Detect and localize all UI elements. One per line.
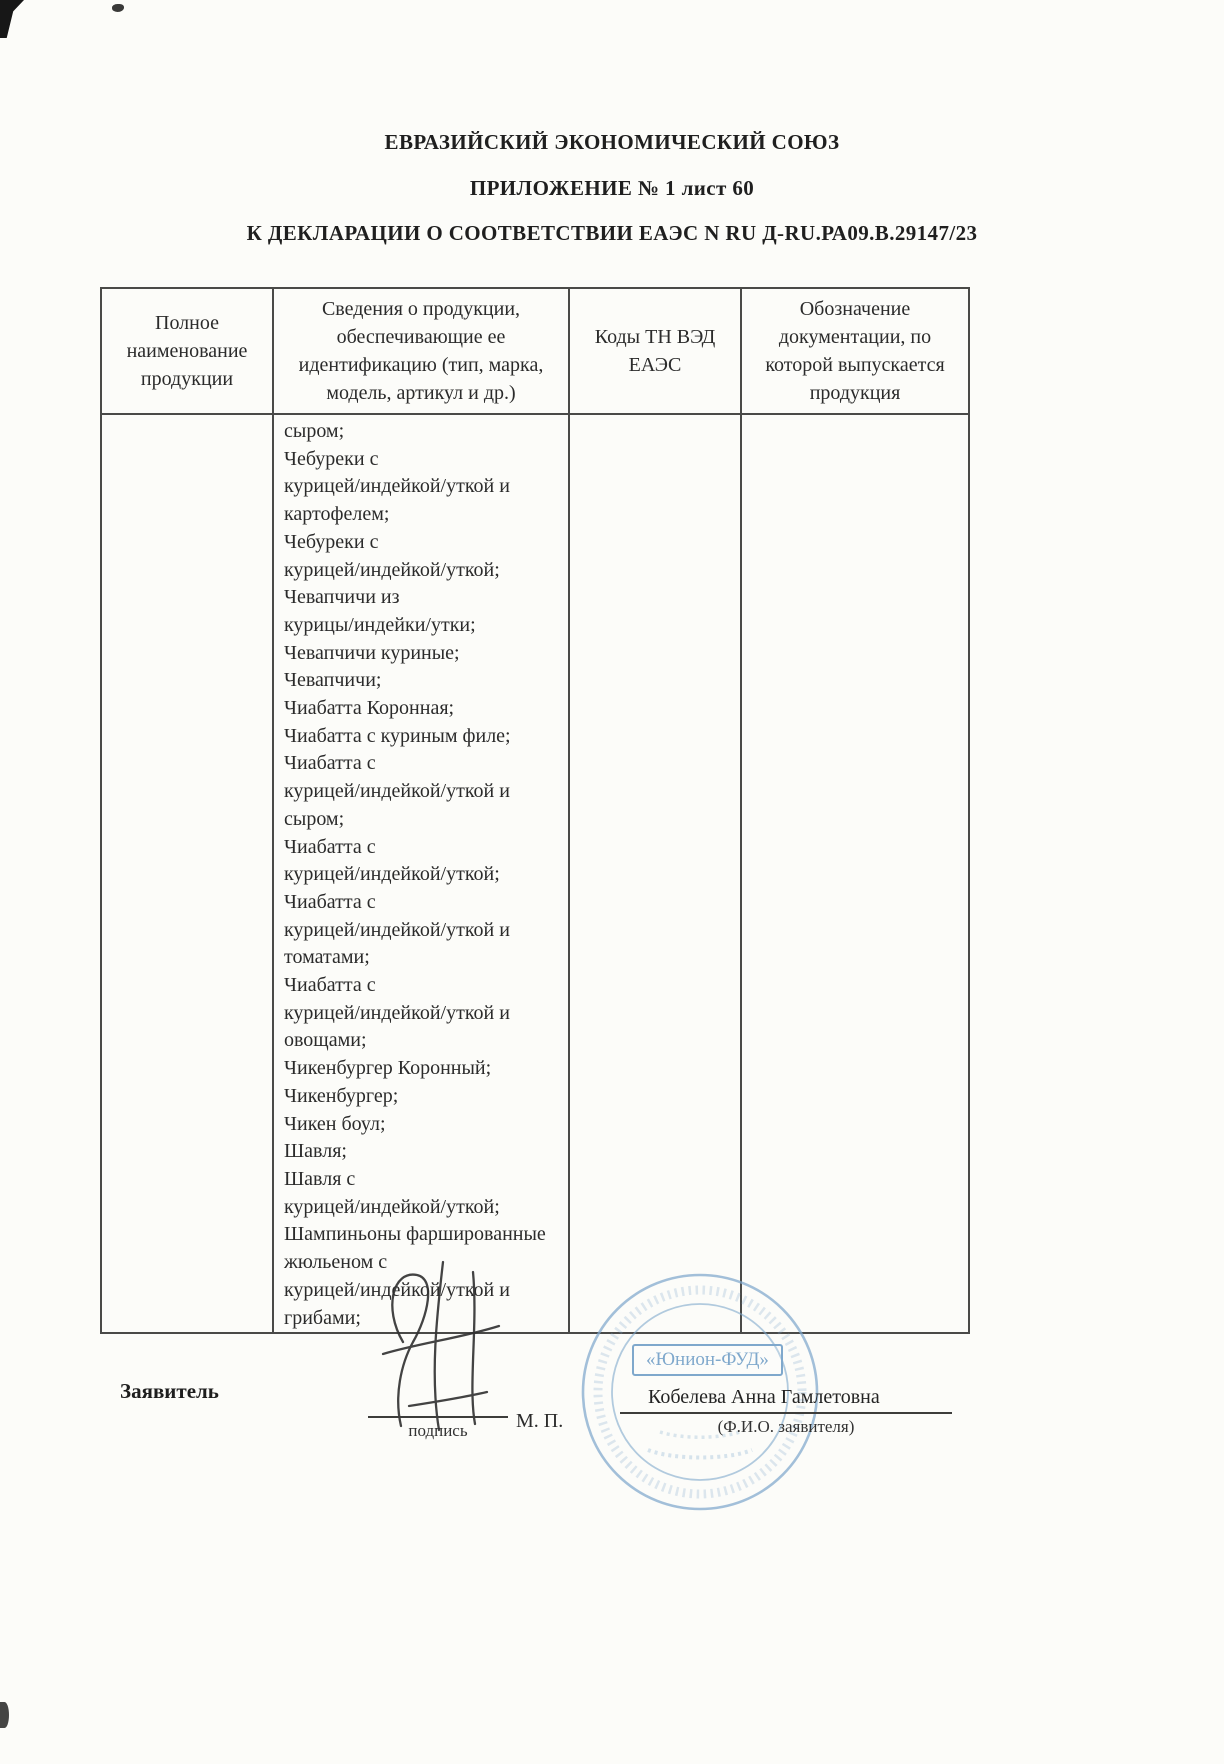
product-line: Чиабатта с — [284, 974, 376, 997]
product-line: картофелем; — [284, 503, 390, 526]
tn-ved-codes-cell — [569, 414, 741, 1333]
product-line: овощами; — [284, 1029, 367, 1052]
header-product-name: Полное наименование продукции — [101, 288, 273, 414]
product-line: сыром; — [284, 807, 345, 830]
product-name-cell — [101, 414, 273, 1333]
documentation-cell — [741, 414, 969, 1333]
product-line: Чиабатта с — [284, 890, 376, 913]
applicant-name-line — [620, 1412, 952, 1414]
product-line: курицей/индейкой/уткой и — [284, 918, 510, 941]
product-line: Шавля; — [284, 1140, 347, 1163]
product-table — [100, 287, 970, 1334]
product-line: курицей/индейкой/уткой; — [284, 558, 500, 581]
product-line: Чевапчичи; — [284, 669, 382, 692]
applicant-label: Заявитель — [120, 1379, 219, 1403]
doc-title-union: ЕВРАЗИЙСКИЙ ЭКОНОМИЧЕСКИЙ СОЮЗ — [384, 130, 840, 154]
product-line: курицей/индейкой/уткой; — [284, 863, 500, 886]
product-line: Чикен боул; — [284, 1112, 386, 1135]
product-line: курицей/индейкой/уткой и — [284, 1001, 510, 1024]
applicant-name: Кобелева Анна Гамлетовна — [648, 1386, 880, 1408]
doc-title-declaration-number: К ДЕКЛАРАЦИИ О СООТВЕТСТВИИ ЕАЭС N RU Д-RU.РА09.В.29147/23 — [246, 221, 978, 245]
header-tn-ved-codes: Коды ТН ВЭД ЕАЭС — [569, 288, 741, 414]
product-line: курицы/индейки/утки; — [284, 613, 476, 636]
product-line: курицей/индейкой/уткой и — [284, 1278, 510, 1301]
scan-artifact-corner — [0, 0, 24, 38]
header-documentation: Обозначение документации, по которой выпускается продукция — [741, 288, 969, 414]
identification-cell — [273, 414, 569, 1333]
product-line: Шавля с — [284, 1167, 356, 1190]
product-line: курицей/индейкой/уткой и — [284, 780, 510, 803]
product-line: Чебуреки с — [284, 447, 379, 470]
product-line: сыром; — [284, 420, 345, 442]
stamp-company-name: «Юнион-ФУД» — [632, 1344, 783, 1376]
seal-place-label: М. П. — [516, 1410, 564, 1432]
doc-title-appendix: ПРИЛОЖЕНИЕ № 1 лист 60 — [469, 176, 755, 200]
product-line: томатами; — [284, 946, 370, 969]
signature-line — [368, 1416, 508, 1418]
handwritten-signature — [365, 1246, 515, 1440]
scan-artifact-speck — [112, 4, 124, 12]
product-line: Чиабатта с — [284, 752, 376, 775]
scan-artifact-speck — [0, 1702, 9, 1728]
table-row — [101, 414, 969, 1333]
product-line: курицей/индейкой/уткой; — [284, 1195, 500, 1218]
product-line: Чиабатта с куриным филе; — [284, 724, 511, 747]
product-line: Чиабатта Коронная; — [284, 697, 455, 720]
product-line: Чикенбургер; — [284, 1084, 399, 1107]
product-line: Чебуреки с — [284, 530, 379, 553]
product-line: курицей/индейкой/уткой и — [284, 475, 510, 498]
product-line: грибами; — [284, 1306, 361, 1329]
product-line: Чевапчичи из — [284, 586, 400, 609]
product-line: Чевапчичи куриные; — [284, 641, 460, 664]
product-line: жюльеном с — [284, 1251, 388, 1274]
applicant-name-caption: (Ф.И.О. заявителя) — [717, 1417, 855, 1436]
product-line: Шампиньоны фаршированные — [284, 1223, 546, 1246]
product-line: Чиабатта с — [284, 835, 376, 858]
product-line: Чикенбургер Коронный; — [284, 1057, 492, 1080]
header-identification: Сведения о продукции, обеспечивающие ее идентификацию (тип, марка, модель, артикул и др.) — [273, 288, 569, 414]
signature-caption: подпись — [408, 1421, 468, 1440]
table-header-row — [101, 288, 969, 414]
